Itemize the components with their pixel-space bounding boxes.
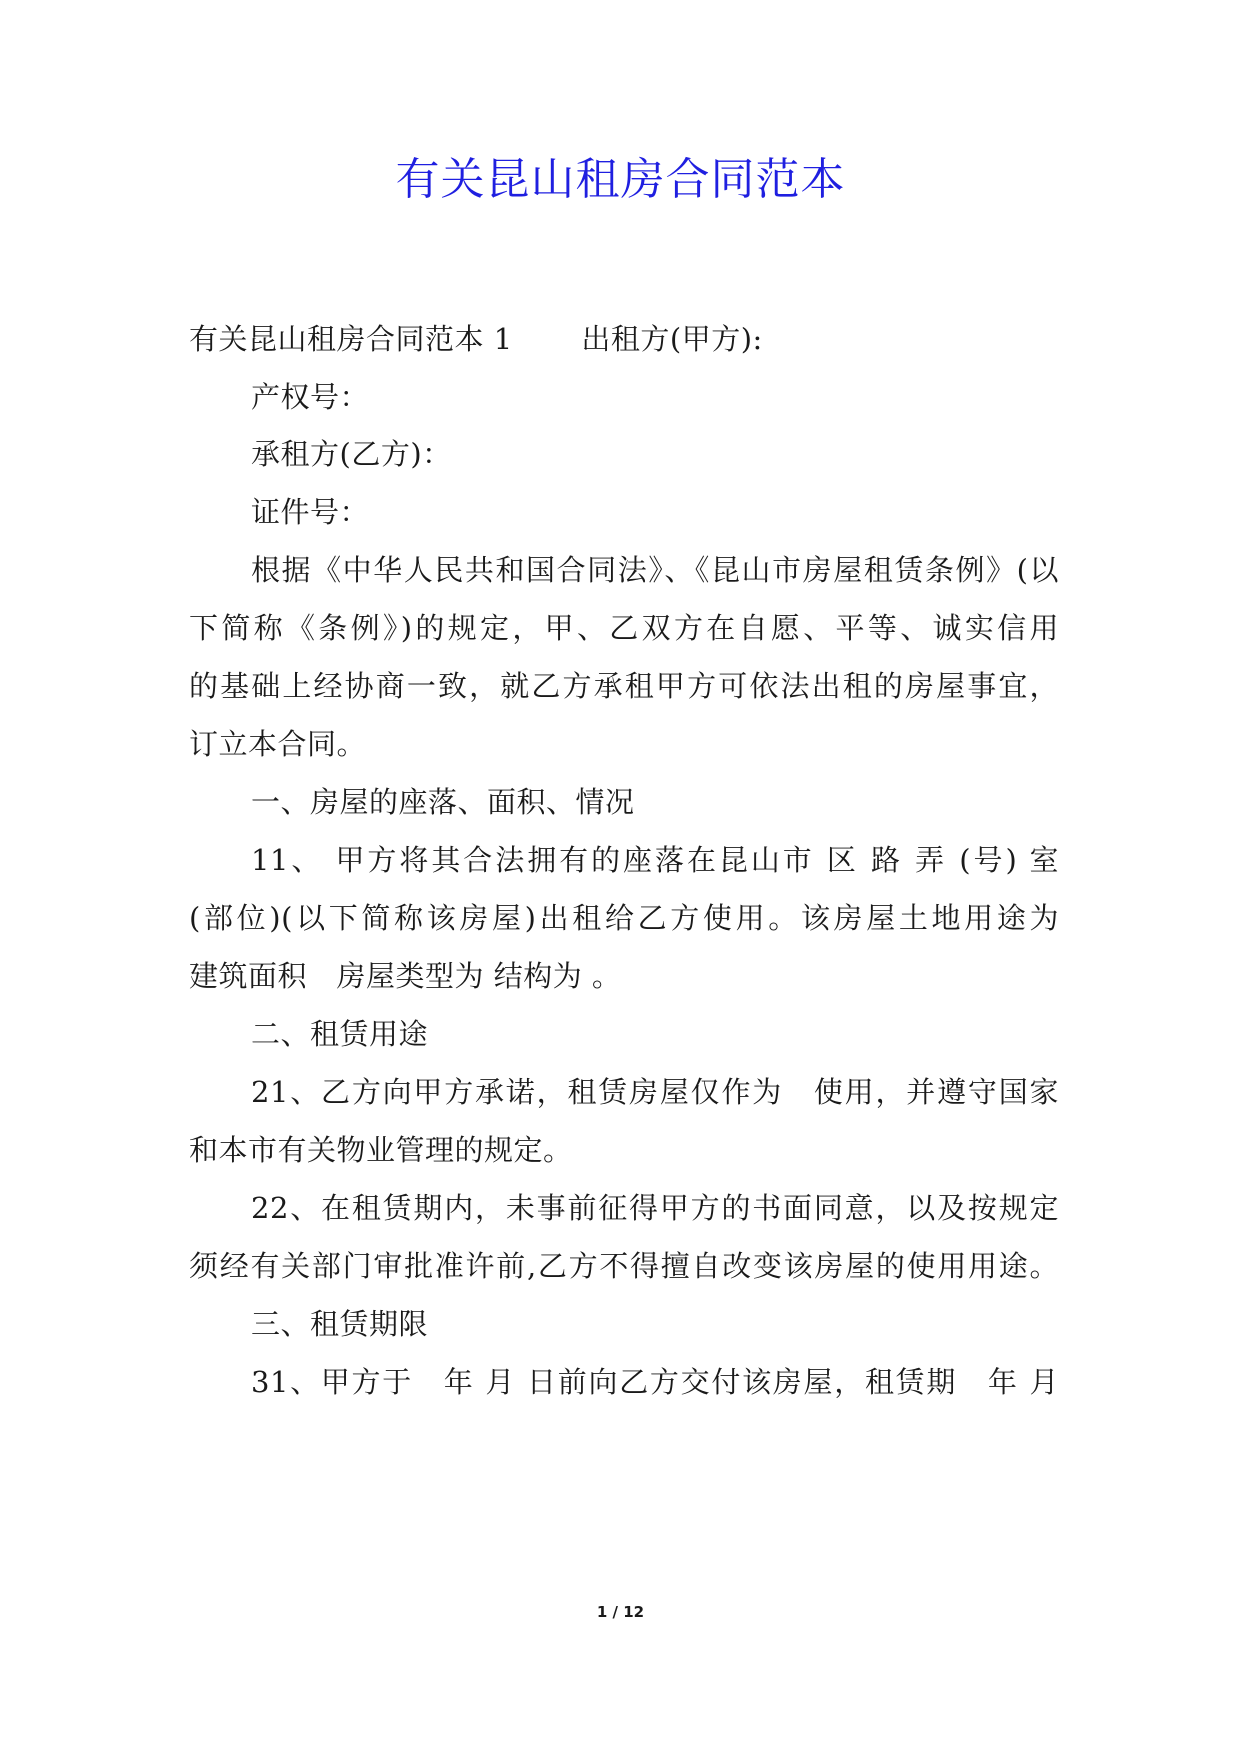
paragraph-line: 的基础上经协商一致，就乙方承租甲方可依法出租的房屋事宜， — [189, 669, 1059, 703]
paragraph-line: 下简称《条例》)的规定，甲、乙双方在自愿、平等、诚实信用 — [189, 611, 1059, 645]
lessee-label: 承租方(乙方)： — [251, 437, 452, 471]
paragraph-line: 建筑面积 房屋类型为 结构为 。 — [189, 959, 622, 993]
paragraph-line: 和本市有关物业管理的规定。 — [189, 1133, 573, 1167]
paragraph-line: 须经有关部门审批准许前,乙方不得擅自改变该房屋的使用用途。 — [189, 1249, 1059, 1283]
contract-heading-line: 有关昆山租房合同范本 1 出租方(甲方): — [189, 322, 763, 356]
paragraph-line: 根据《中华人民共和国合同法》、《昆山市房屋租赁条例》(以 — [251, 553, 1059, 587]
id-number-label: 证件号： — [251, 495, 370, 529]
paragraph-line: 22、在租赁期内，未事前征得甲方的书面同意，以及按规定 — [251, 1191, 1059, 1225]
document-title: 有关昆山租房合同范本 — [395, 154, 846, 205]
paragraph-line: 21、乙方向甲方承诺，租赁房屋仅作为 使用，并遵守国家 — [251, 1075, 1059, 1109]
paragraph-line: 31、甲方于 年 月 日前向乙方交付该房屋，租赁期 年 月 — [251, 1365, 1059, 1399]
paragraph-line: 订立本合同。 — [189, 727, 367, 761]
page-number: 1 / 12 — [596, 1603, 645, 1621]
property-number-label: 产权号： — [251, 380, 370, 414]
section-heading: 三、租赁期限 — [251, 1307, 429, 1341]
section-heading: 二、租赁用途 — [251, 1017, 429, 1051]
section-heading: 一、房屋的座落、面积、情况 — [251, 785, 635, 819]
paragraph-line: 11、 甲方将其合法拥有的座落在昆山市 区 路 弄 (号) 室 — [251, 843, 1059, 877]
paragraph-line: (部位)(以下简称该房屋)出租给乙方使用。该房屋土地用途为 — [189, 901, 1059, 935]
